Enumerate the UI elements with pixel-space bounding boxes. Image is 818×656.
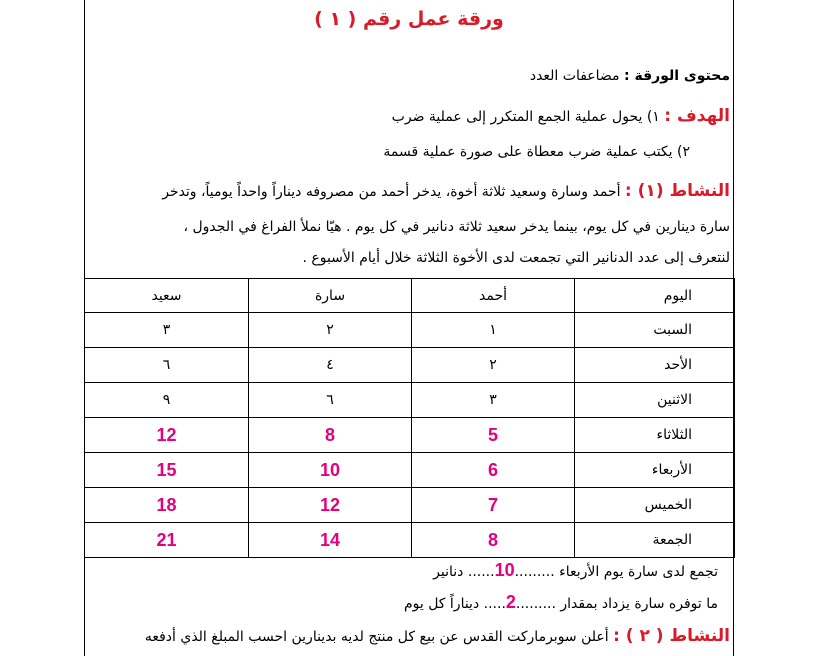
activity2-line <box>145 626 730 646</box>
cell-ahmad: 8 <box>412 523 575 558</box>
header-saeed: سعيد <box>85 279 249 313</box>
cell-sara: ٦ <box>249 383 412 418</box>
header-day: اليوم <box>575 279 735 313</box>
cell-saeed: 18 <box>85 488 249 523</box>
table-row <box>85 453 735 488</box>
cell-sara: 12 <box>249 488 412 523</box>
cell-ahmad: 6 <box>412 453 575 488</box>
table-row <box>85 313 735 348</box>
cell-ahmad: ٢ <box>412 348 575 383</box>
cell-sara: 8 <box>249 418 412 453</box>
cell-sara: ٤ <box>249 348 412 383</box>
question-1 <box>433 560 718 581</box>
question-2 <box>404 592 718 613</box>
cell-day: الأحد <box>575 348 735 383</box>
question-1-text: تجمع لدى سارة يوم الأربعاء ......... <box>514 564 718 580</box>
cell-ahmad: ١ <box>412 313 575 348</box>
activity2-label: النشاط ( ٢ ) : <box>613 626 730 646</box>
question-2-suffix: ..... ديناراً كل يوم <box>403 596 506 612</box>
table-row <box>85 488 735 523</box>
cell-sara: ٢ <box>249 313 412 348</box>
activity1-text-3: لنتعرف إلى عدد الدنانير التي تجمعت لدى الأخوة الثلاثة خلال أيام الأسبوع . <box>302 250 730 266</box>
activity1-label: النشاط (١) : <box>624 181 730 201</box>
header-ahmad: أحمد <box>412 279 575 313</box>
goal-line <box>392 106 730 126</box>
savings-table <box>84 278 735 558</box>
goal-item-1: ١) يحول عملية الجمع المتكرر إلى عملية ضرب <box>391 109 660 125</box>
goal-item-2: ٢) يكتب عملية ضرب معطاة على صورة عملية قسمة <box>383 144 690 160</box>
cell-ahmad: 7 <box>412 488 575 523</box>
cell-day: الثلاثاء <box>575 418 735 453</box>
cell-day: الجمعة <box>575 523 735 558</box>
question-2-text: ما توفره سارة يزداد بمقدار ......... <box>515 596 718 612</box>
question-1-answer: 10 <box>494 560 515 580</box>
activity2-text-1: أعلن سوبرماركت القدس عن بيع كل منتج لديه بدينارين احسب المبلغ الذي أدفعه <box>144 629 609 645</box>
table-header-row <box>85 279 735 313</box>
table-row <box>85 418 735 453</box>
content-value: مضاعفات العدد <box>529 68 620 84</box>
cell-saeed: 21 <box>85 523 249 558</box>
cell-ahmad: ٣ <box>412 383 575 418</box>
cell-saeed: 12 <box>85 418 249 453</box>
cell-day: الخميس <box>575 488 735 523</box>
table-row <box>85 383 735 418</box>
activity1-text-1: أحمد وسارة وسعيد ثلاثة أخوة، يدخر أحمد من مصروفه ديناراً واحداً يومياً، وتدخر <box>162 184 621 200</box>
activity1-text-2: سارة دينارين في كل يوم، بينما يدخر سعيد ثلاثة دنانير في كل يوم . هيّا نملأ الفراغ في الجدول ، <box>183 219 730 235</box>
content-label: محتوى الورقة : <box>624 68 730 84</box>
cell-saeed: ٦ <box>85 348 249 383</box>
table-row <box>85 523 735 558</box>
goal-label: الهدف : <box>664 106 730 126</box>
content-line <box>530 68 730 84</box>
cell-saeed: ٣ <box>85 313 249 348</box>
question-2-answer: 2 <box>505 592 516 612</box>
cell-sara: 14 <box>249 523 412 558</box>
cell-sara: 10 <box>249 453 412 488</box>
worksheet-title: ورقة عمل رقم ( ١ ) <box>314 8 504 30</box>
cell-day: الأربعاء <box>575 453 735 488</box>
activity1-line-1 <box>162 181 730 201</box>
question-1-suffix: ...... دنانير <box>433 564 495 580</box>
cell-saeed: 15 <box>85 453 249 488</box>
cell-ahmad: 5 <box>412 418 575 453</box>
cell-day: السبت <box>575 313 735 348</box>
cell-saeed: ٩ <box>85 383 249 418</box>
cell-day: الاثنين <box>575 383 735 418</box>
table-row <box>85 348 735 383</box>
header-sara: سارة <box>249 279 412 313</box>
